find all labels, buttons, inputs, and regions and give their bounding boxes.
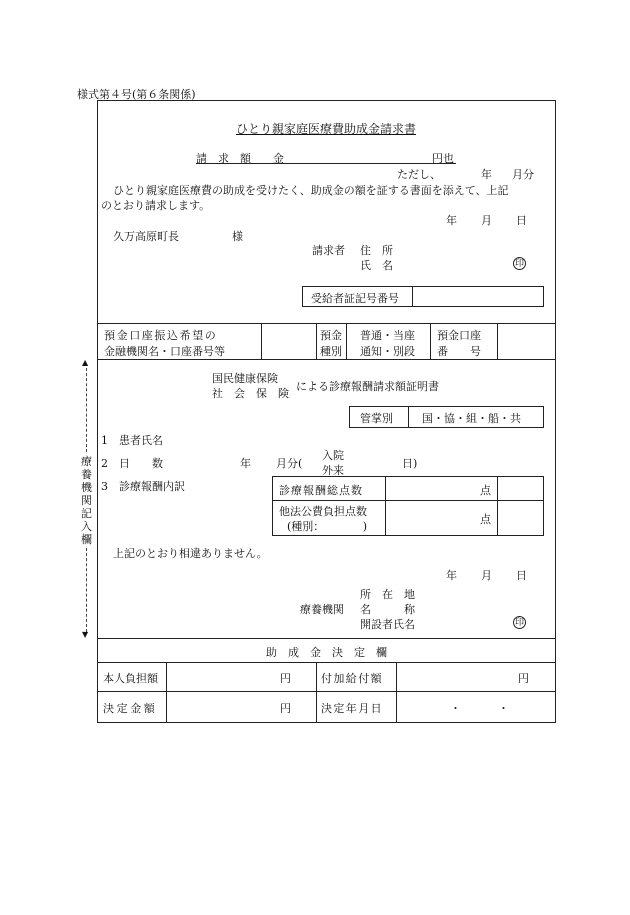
bank-label-2: 金融機関名・口座番号等 [104,345,225,358]
additional-benefit-label: 付加給付額 [321,672,383,685]
body-line-2: のとおり請求します。 [101,199,211,212]
addressee-sama: 様 [232,230,243,243]
public-points-label-1: 他法公費負担点数 [279,505,367,518]
claimant-label: 請求者 [312,244,345,257]
recipient-number-label: 受給者証記号番号 [311,292,399,305]
jurisdiction-options: 国・協・組・船・共 [422,412,521,425]
date-month: 月 [481,214,492,227]
decision-date-dot-1: ・ [450,702,461,715]
confirm-text: 上記のとおり相違ありません。 [113,547,268,560]
total-points-unit: 点 [480,484,491,497]
cert-date-month: 月 [481,569,492,582]
note-month: 月分 [512,168,534,181]
cert-date-day: 日 [516,569,527,582]
note-year: 年 [481,168,492,181]
date-day: 日 [516,214,527,227]
claimant-seal: 印 [514,259,524,269]
institution-label: 療養機関 [300,603,344,616]
form-number: 様式第４号(第６条関係) [77,88,196,101]
side-label: 療養機関記入欄 [81,455,92,546]
account-number-label-2: 番 号 [437,345,481,358]
bank-label-1: 預金口座振込希望の [104,329,218,342]
arrow-down-icon: ▼ [82,630,89,639]
public-points-label-2: (種別： ) [287,520,368,533]
claimant-address-label: 住 所 [360,244,393,257]
institution-name-label: 名 称 [360,603,415,616]
claimant-name-label: 氏 名 [360,259,393,272]
item-outpatient: 外来 [322,464,344,477]
note-tadashi: ただし、 [397,168,441,181]
form-title: ひとり親家庭医療費助成金請求書 [236,122,417,136]
self-pay-label: 本人負担額 [103,672,158,685]
decision-date-label: 決定年月日 [321,702,383,715]
certificate-title: による診療報酬請求額証明書 [296,380,439,393]
deposit-type-label-2: 種別 [320,345,342,358]
insurance-type-1: 国民健康保険 [212,372,278,385]
item-days-month: 月分( [276,457,303,470]
amount-unit: 円也 [432,152,454,165]
item-inpatient: 入院 [322,449,344,462]
decision-date-dot-2: ・ [498,702,509,715]
item-days: 2 日 数 [101,457,163,470]
additional-benefit-yen: 円 [518,672,529,685]
decision-header: 助 成 金 決 定 欄 [266,646,387,659]
amount-label: 請 求 額 金 [196,152,284,165]
deposit-type-options-1: 普通・当座 [360,329,415,342]
deposit-type-options-2: 通知・別段 [360,345,415,358]
date-year: 年 [446,214,457,227]
item-days-day: 日) [402,457,418,470]
decided-amount-label: 決定金額 [103,702,158,715]
item-fee-breakdown: 3 診療報酬内訳 [101,480,185,493]
deposit-type-label-1: 預金 [320,329,342,342]
institution-seal: 印 [514,618,524,628]
public-points-unit: 点 [480,513,491,526]
addressee-name: 久万高原町長 [113,230,179,243]
body-line-1: ひとり親家庭医療費の助成を受けたく、助成金の額を証する書面を添えて、上記 [113,184,509,197]
jurisdiction-label: 管掌別 [360,412,393,425]
decided-amount-yen: 円 [280,702,291,715]
cert-date-year: 年 [446,569,457,582]
insurance-type-2: 社 会 保 険 [212,387,289,400]
item-days-year: 年 [240,457,251,470]
account-number-label-1: 預金口座 [437,329,481,342]
founder-name-label: 開設者氏名 [360,618,415,631]
amount-underline [196,163,456,164]
item-patient-name: 1 患者氏名 [101,434,163,447]
institution-location-label: 所 在 地 [360,588,415,601]
arrow-up-icon: ▲ [82,358,89,367]
self-pay-yen: 円 [280,672,291,685]
total-points-label: 診療報酬総点数 [279,484,363,497]
